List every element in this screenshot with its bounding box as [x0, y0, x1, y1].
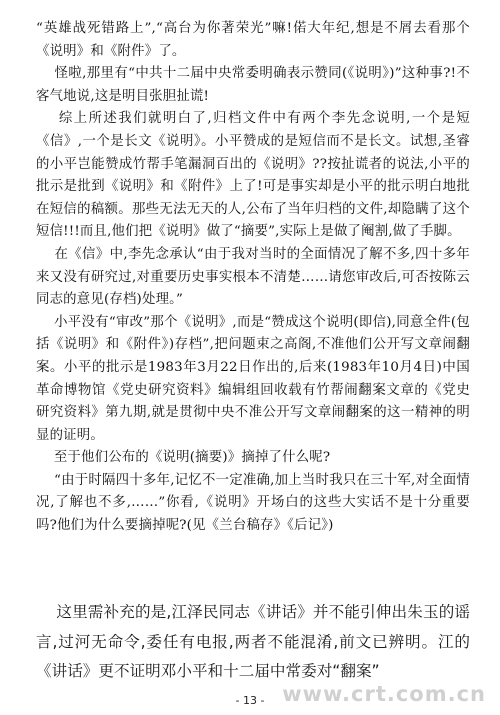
appended-paragraph: 这里需补充的是,江泽民同志《讲话》并不能引伸出朱玉的谣言,过河无命令,委任有电报,两者不能混淆,前文已辨明。江的《讲话》更不证明邓小平和十二届中常委对“翻案”	[36, 603, 471, 680]
paragraph: “由于时隔四十多年,记忆不一定准确,加上当时我只在三十军,对全面情况,了解也不多,……”你看,《说明》开场白的这些大实话不是十分重要吗?他们为什么要摘掉呢?(见《兰台稿存》《后记》)	[36, 472, 471, 534]
paragraph: 怪啦,那里有“中共十二届中央常委明确表示赞同(《说明》)”这种事?!不客气地说,这是明目张胆扯谎!	[36, 66, 471, 104]
page-number: - 13 -	[235, 694, 265, 707]
paragraph: 至于他们公布的《说明(摘要)》摘掉了什么呢?	[36, 450, 331, 466]
site-watermark: www.crt.com.cn	[282, 682, 486, 706]
paragraph: 小平没有“审改”那个《说明》,而是“赞成这个说明(即信),同意全件(包括《说明》和《附件》)存档”,把问题束之高阁,不准他们公开写文章闹翻案。小平的批示是1983年3月22日作出的,后来(1983年10月4日)中国革命博物馆《党史研究资料》编辑组回收载有竹帮闹翻案文章的《党史研究资料》第九期,就是贯彻中央不准公开写文章闹翻案的这一精神的明显的证明。	[36, 314, 470, 443]
paragraph: 综上所述我们就明白了,归档文件中有两个李先念说明,一个是短《信》,一个是长文《说明》。小平赞成的是短信而不是长文。试想,圣睿的小平岂能赞成竹帮手笔漏洞百出的《说明》??按扯谎者的说法,小平的批示是批到《说明》和《附件》上了!可是事实却是小平的批示明白地批在短信的稿额。那些无法无天的人,公布了当年归档的文件,却隐瞒了这个短信!!!而且,他们把《说明》做了“摘要”,实际上是做了阉割,做了手脚。	[36, 111, 471, 240]
paragraph: 在《信》中,李先念承认“由于我对当时的全面情况了解不多,四十多年来又没有研究过,对重要历史事实根本不清楚……请您审改后,可否按陈云同志的意见(存档)处理。”	[36, 246, 470, 308]
paragraph: “英雄战死错路上”,“高台为你著荣光”嘛!偌大年纪,想是不屑去看那个《说明》和《附件》了。	[36, 21, 470, 59]
body-text	[36, 18, 470, 538]
appended-text	[36, 598, 470, 687]
